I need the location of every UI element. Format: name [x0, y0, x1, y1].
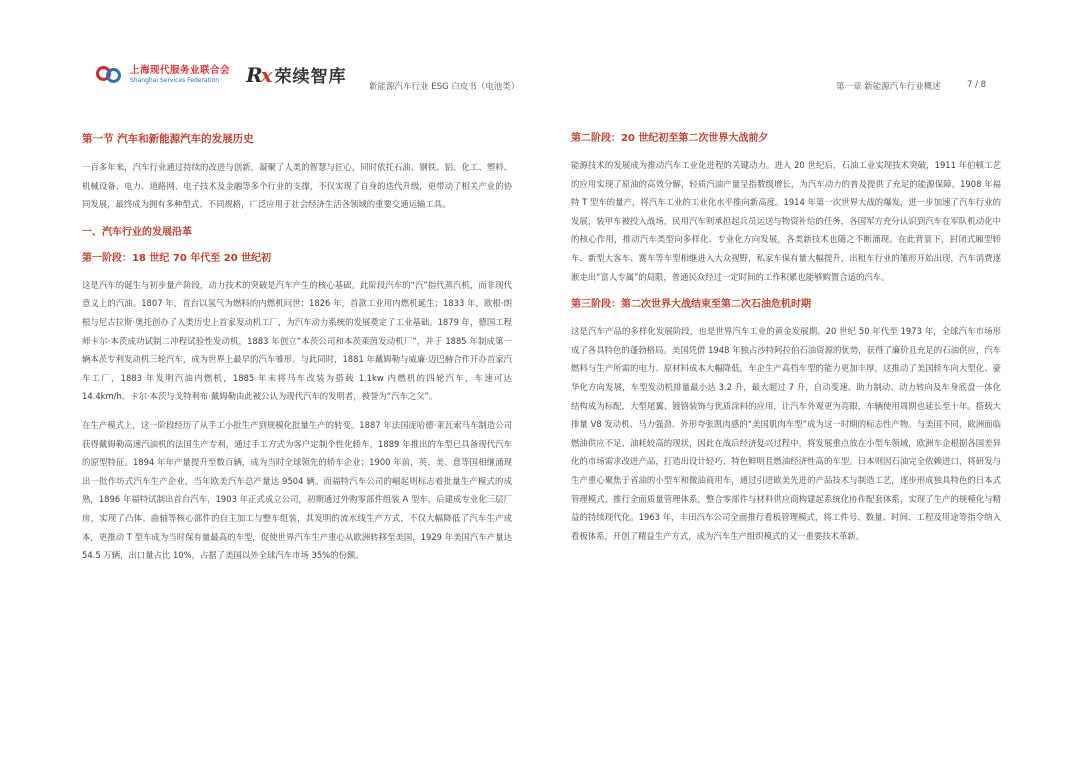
federation-name-cn: 上海现代服务业联合会	[130, 65, 231, 77]
rongxu-logo-icon: Rx	[246, 62, 271, 87]
intro-paragraph: 一百多年来，汽车行业通过持续的改进与创新，凝聚了人类的智慧与匠心，同时依托石油、钢铁、铝、化工、塑料、机械设备、电力、道路网、电子技术及金融等多个行业的支撑，不仅实现了自身的迭代升级，更带动了相关产业的协同发展，最终成为拥有多种型式、不同规格，广泛应用于社会经济生活各领域的重要交通运输工具。	[82, 162, 512, 210]
shanghai-services-federation-logo	[96, 64, 230, 86]
stage3-paragraph: 这是汽车产品的多样化发展阶段，也是世界汽车工业的黄金发展期。20 世纪 50 年代至 1973 年，全球汽车市场形成了各具特色的蓬勃格局。美国凭借 1948 年独占沙特阿拉伯石油资源的优势，获得了廉价且充足的石油供应，汽车燃料与生产所需的电力、原材料成本大幅降低，车企生产高档车型的能力更加丰厚，这推动了美国轿车向大型化、豪华化方向发展，车型发动机排量最小达 3.2 升，最大超过 7 升，自动变速、助力制动、动力转向及车身底盘一体化结构成为标配，大型尾翼、镀铬装饰与优质涂料的应用，让汽车外观更为亮眼，车辆使用周期也延长至十年。搭载大排量 V8 发动机、马力强劲、外形夸张凯肉感的“美国肌肉车型”成为这一时期的标志性产物。与美国不同，欧洲面临燃油供应不足、油耗较高的现状，因此在战后经济复兴过程中，将发展重点放在小型车领域，欧洲车企根据各国差异化的市场需求改进产品，打造出设计轻巧、特色鲜明且燃油经济性高的车型。日本则因石油完全依赖进口，将研发与生产重心聚焦于省油的小型车和微油商用车，通过引进欧美先进的产品技术与制造工艺，逐步形成独具特色的日本式管理模式，推行全面质量管理体系，整合零部件与材料供应商构建起系统化协作配套体系，实现了生产的规模化与精益的持续现代化。1963 年，丰田汽车公司全面推行看板管理模式，将工件号、数量、时间、工程及用途等指令纳入看板体系，开创了精益生产方式，成为汽车生产组织模式的又一重要技术革新。	[571, 326, 1001, 541]
section-title: 第一节 汽车和新能源汽车的发展历史	[82, 133, 254, 145]
stage3-title: 第三阶段：第二次世界大战结束至第二次石油危机时期	[571, 299, 811, 311]
federation-name-en: Shanghai Services Federation	[130, 76, 220, 84]
rongxu-think-tank-logo	[246, 62, 347, 87]
left-column	[82, 130, 512, 575]
stage1-paragraph-1: 这是汽车的诞生与初步量产阶段，动力技术的突破是汽车产生的核心基础。此阶段汽车的“汽”指代蒸汽机，而非现代意义上的汽油。1807 年，首台以氢气为燃料的内燃机问世；1826 年，首款工业用内燃机诞生；1833 年，欧根·朗根与尼古拉斯·奥托创办了人类历史上首家发动机工厂，为汽车动力系统的发展奠定了工业基础。1879 年，德国工程师卡尔·本茨成功试制二冲程试验性发动机，1883 年创立“本茨公司和本茨莱茵发动机厂”，并于 1885 年制成第一辆本茨专利发动机三轮汽车，成为世界上最早的汽车雏形。与此同时，1881 年戴姆勒与威廉·迈巴赫合作开办首家汽车工厂，1883 年发明汽油内燃机，1885 年末将马车改装为搭载 1.1kw 内燃机的四轮汽车，车速可达 14.4km/h。卡尔·本茨与戈特利布·戴姆勒由此被公认为现代汽车的发明者，被誉为“汽车之父”。	[82, 279, 512, 402]
stage1-title: 第一阶段：18 世纪 70 年代至 20 世纪初	[82, 252, 272, 264]
subsection-title: 一、汽车行业的发展沿革	[82, 226, 192, 238]
stage2-title: 第二阶段：20 世纪初至第二次世界大战前夕	[571, 133, 769, 144]
page-number: 7 / 8	[967, 80, 987, 90]
page-header	[0, 0, 1080, 110]
stage1-paragraph-2: 在生产模式上，这一阶段经历了从手工小批生产到规模化批量生产的转变。1887 年法国庞哈德·莱瓦索马车制造公司获得戴姆勒高速汽油机的法国生产专利，通过手工方式为客户定制个性化轿车，1889 年推出的车型已具备现代汽车的原型特征。1894 年年产量提升至数百辆，成为当时全球领先的轿车企业；1900 年前，英、美、意等国相继涌现出一批作坊式汽车生产企业，当年欧美汽车总产量达 9504 辆。而福特汽车公司的崛起则标志着批量生产模式的成熟，1896 年福特试制出首台汽车，1903 年正式成立公司，初期通过外购零部件组装 A 型车，后建成专业化三层厂房，实现了凸体、曲轴等核心部件的自主加工与整车组装，其发明的流水线生产方式，不仅大幅降低了汽车生产成本，更推动 T 型车成为当时保有量最高的车型，促使世界汽车生产重心从欧洲转移至美国，1929 年美国汽车产量达 54.5 万辆，出口量占比 10%，占据了美国以外全球汽车市场 35%的份额。	[82, 419, 512, 561]
chapter-title: 第一章 新能源汽车行业概述	[836, 82, 941, 92]
rongxu-name-cn: 荣续智库	[274, 67, 347, 87]
federation-logo-icon	[96, 64, 124, 86]
document-title: 新能源汽车行业 ESG 白皮书（电池类）	[369, 82, 520, 92]
stage2-paragraph: 能源技术的发展成为推动汽车工业化进程的关键动力。进入 20 世纪后，石油工业实现技术突破，1911 年伯顿工艺的应用实现了原油的高效分解，轻质汽油产量呈指数级增长，为汽车动力的普及提供了充足的能源保障。1908 年福特 T 型车的量产，将汽车工业的工业化水平推向新高度。1914 年第一次世界大战的爆发，进一步加速了汽车行业的发展，装甲车被投入战场，民用汽车则承担起兵员运送与物资补给的任务，各国军方充分认识到汽车在军队机动化中的核心作用，推动汽车类型向多样化、专业化方向发展，各类新技术也随之不断涌现。在此背景下，封闭式厢型轿车、新型大客车、赛车等车型相继进入大众视野，私家车保有量大幅提升，出租车行业的雏形开始出现，汽车消费逐渐走出“富人专属”的局限，普通民众经过一定时间的工作积累也能够购置合适的汽车。	[571, 160, 1001, 282]
right-column	[571, 130, 1001, 555]
